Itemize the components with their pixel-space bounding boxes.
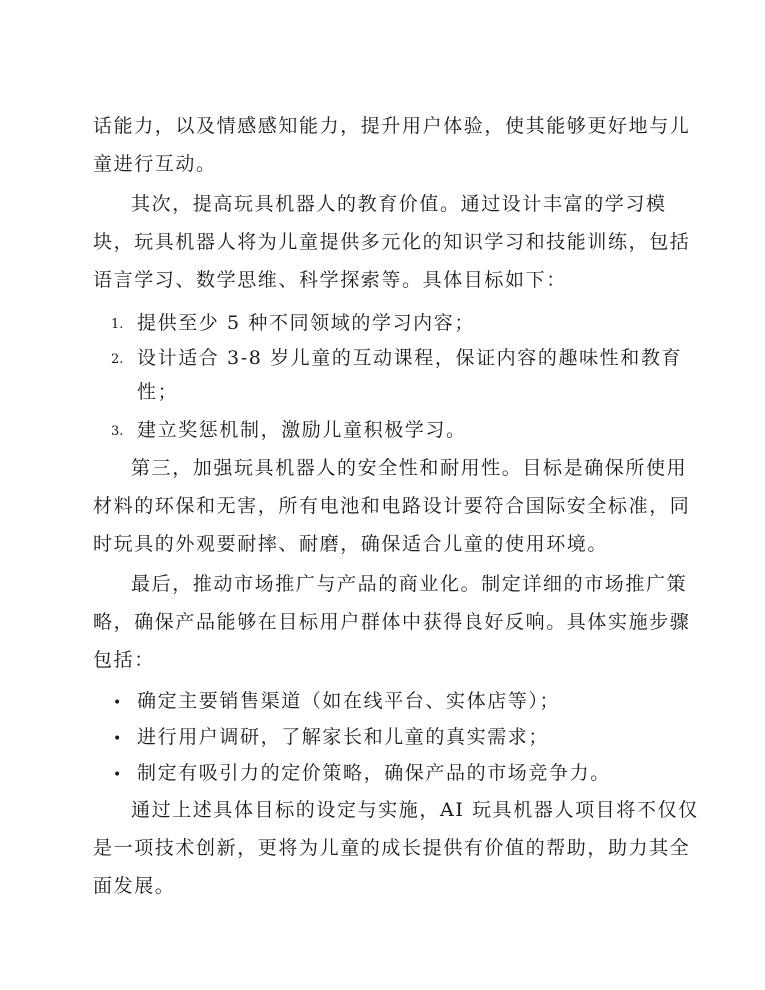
list-item-text: 确定主要销售渠道（如在线平台、实体店等）； bbox=[137, 690, 561, 712]
paragraph-line: 是一项技术创新，更将为儿童的成长提供有价值的帮助，助力其全 bbox=[93, 837, 691, 859]
paragraph-line: 面发展。 bbox=[93, 875, 176, 897]
list-item-text: 进行用户调研，了解家长和儿童的真实需求； bbox=[137, 726, 550, 748]
list-item-text: 制定有吸引力的定价策略，确保产品的市场竞争力。 bbox=[137, 762, 611, 784]
list-number: 2. bbox=[111, 352, 124, 367]
paragraph-line: 包括： bbox=[93, 649, 155, 671]
bullet-icon: • bbox=[113, 695, 122, 711]
list-item-text-continued: 性； bbox=[137, 381, 179, 403]
paragraph-line: 材料的环保和无害，所有电池和电路设计要符合国际安全标准，同 bbox=[93, 495, 691, 517]
paragraph-line: 略，确保产品能够在目标用户群体中获得良好反响。具体实施步骤 bbox=[93, 611, 691, 633]
paragraph-line: 话能力，以及情感感知能力，提升用户体验，使其能够更好地与儿 bbox=[93, 115, 691, 137]
paragraph-line: 时玩具的外观要耐摔、耐磨，确保适合儿童的使用环境。 bbox=[93, 533, 609, 555]
paragraph-line: 块，玩具机器人将为儿童提供多元化的知识学习和技能训练，包括 bbox=[93, 231, 691, 253]
paragraph-line: 通过上述具体目标的设定与实施，AI 玩具机器人项目将不仅仅 bbox=[131, 799, 699, 821]
list-item-text: 设计适合 3-8 岁儿童的互动课程，保证内容的趣味性和教育 bbox=[137, 347, 683, 369]
paragraph-line: 语言学习、数学思维、科学探索等。具体目标如下： bbox=[93, 269, 567, 291]
paragraph-line: 最后，推动市场推广与产品的商业化。制定详细的市场推广策 bbox=[131, 573, 688, 595]
paragraph-line: 其次，提高玩具机器人的教育价值。通过设计丰富的学习模 bbox=[131, 193, 667, 215]
bullet-icon: • bbox=[113, 731, 122, 747]
paragraph-line: 第三，加强玩具机器人的安全性和耐用性。目标是确保所使用 bbox=[131, 457, 688, 479]
list-item-text: 建立奖惩机制，激励儿童积极学习。 bbox=[137, 419, 467, 441]
paragraph-line: 童进行互动。 bbox=[93, 153, 217, 175]
bullet-icon: • bbox=[113, 767, 122, 783]
list-number: 3. bbox=[111, 424, 124, 439]
list-number: 1. bbox=[111, 317, 124, 332]
list-item-text: 提供至少 5 种不同领域的学习内容； bbox=[137, 312, 475, 334]
